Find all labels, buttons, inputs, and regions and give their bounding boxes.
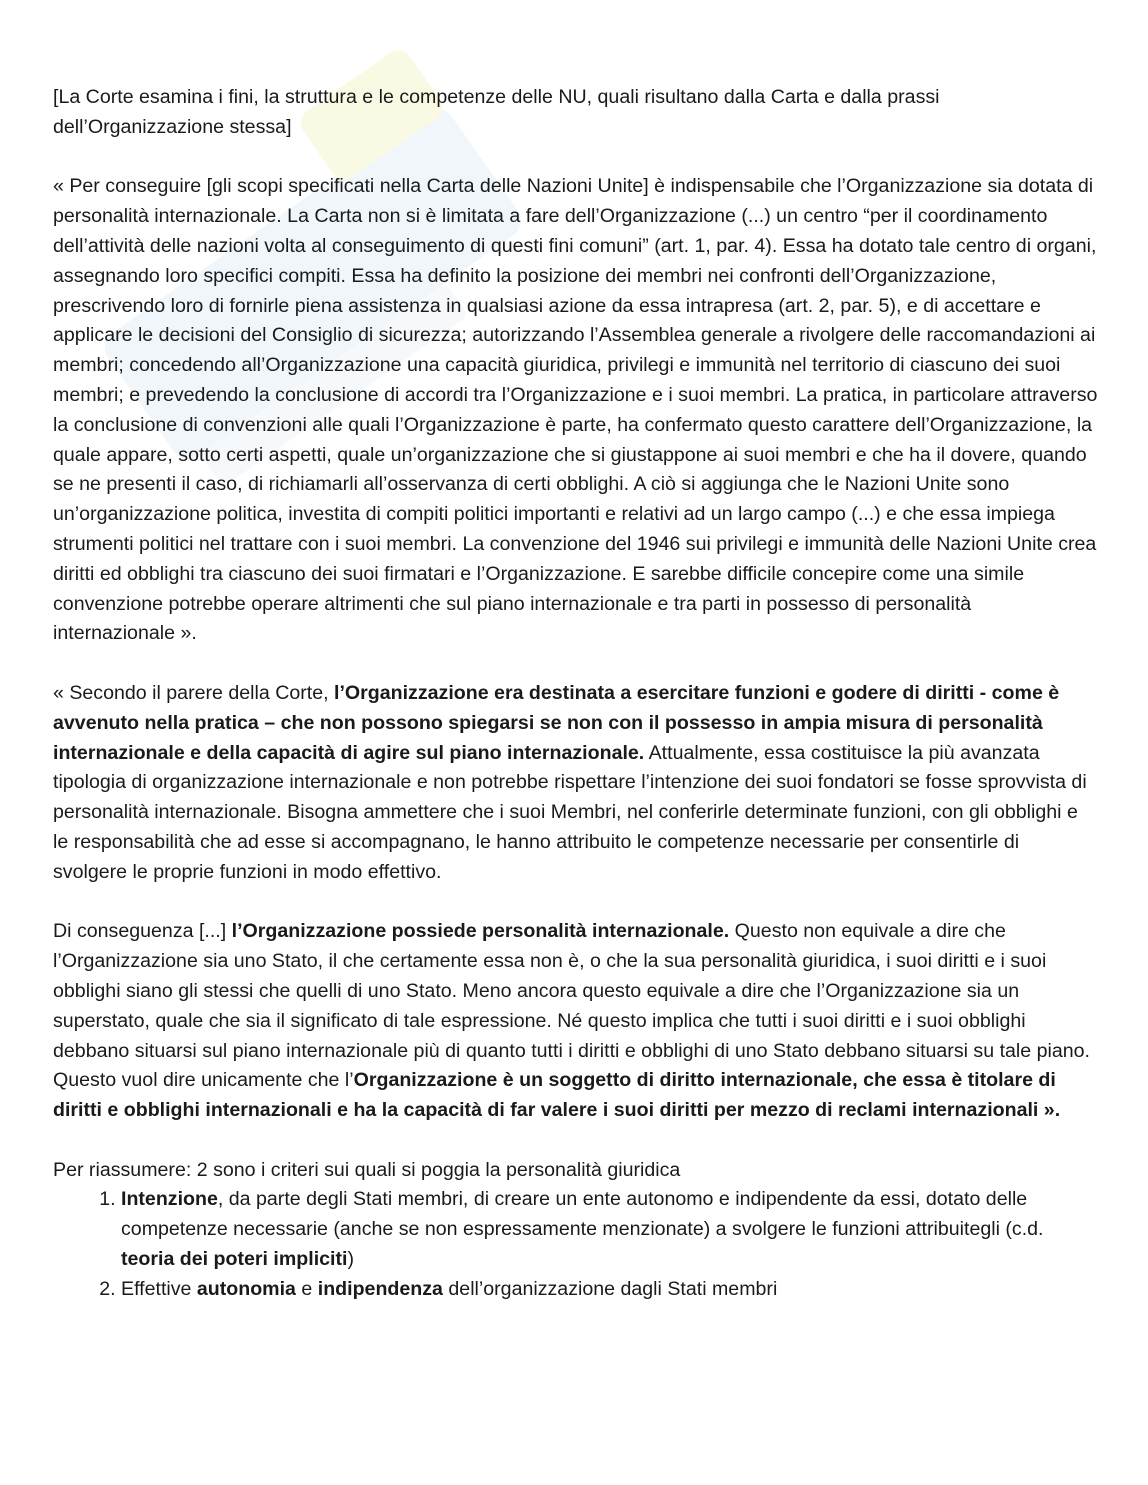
criteria-item [121, 1275, 1098, 1305]
quote3-bold-1: l’Organizzazione possiede personalità internazionale. [231, 920, 730, 943]
criteria-1-bold: Intenzione [121, 1188, 218, 1211]
criteria-1-text: , da parte degli Stati membri, di creare un ente autonomo e indipendente da essi, dotato delle competenze necessarie (anche se non espressamente menzionate) a svolgere le funzioni attribuitegli (c.d. [121, 1188, 1044, 1241]
criteria-list [53, 1185, 1098, 1304]
quote2-bold: l’Organizzazione era destinata a esercitare funzioni e godere di diritti - come è avvenuto nella pratica – che non possono spiegarsi se non con il possesso in ampia misura di personalità internazionale e della capacità di agire sul piano internazionale. [53, 681, 1060, 764]
quote-paragraph-2 [53, 679, 1098, 888]
criteria-2-mid: e [295, 1277, 318, 1300]
criteria-1-bold-2: teoria dei poteri impliciti [121, 1248, 348, 1271]
quote2-lead: « Secondo il parere della Corte, [53, 681, 335, 704]
quote3-bold-2: Organizzazione è un soggetto di diritto internazionale, che essa è titolare di diritti e obblighi internazionali e ha la capacità di far valere i suoi diritti per mezzo di reclami internazionali ». [53, 1069, 1061, 1122]
criteria-2-bold: autonomia [196, 1277, 296, 1300]
quote-paragraph-1: « Per conseguire [gli scopi specificati nella Carta delle Nazioni Unite] è indispensabile che l’Organizzazione sia dotata di personalità internazionale. La Carta non si è limitata a fare dell’Organizzazione (...) un centro “per il coordinamento dell’attività delle nazioni volta al conseguimento di questi fini comuni” (art. 1, par. 4). Essa ha dotato tale centro di organi, assegnando loro specifici compiti. Essa ha definito la posizione dei membri nei confronti dell’Organizzazione, prescrivendo loro di fornirle piena assistenza in qualsiasi azione da essa intrapresa (art. 2, par. 5), e di accettare e applicare le decisioni del Consiglio di sicurezza; autorizzando l’Assemblea generale a rivolgere delle raccomandazioni ai membri; concedendo all’Organizzazione una capacità giuridica, privilegi e immunità nel territorio di ciascuno dei suoi membri; e prevedendo la conclusione di accordi tra l’Organizzazione e i suoi membri. La pratica, in particolare attraverso la conclusione di convenzioni alle quali l’Organizzazione è parte, ha confermato questo carattere dell’Organizzazione, la quale appare, sotto certi aspetti, quale un’organizzazione che si giustappone ai suoi membri e che ha il dovere, quando se ne presenti il caso, di richiamarli all’osservanza di certi obblighi. A ciò si aggiunga che le Nazioni Unite sono un’organizzazione politica, investita di compiti politici importanti e relativi ad un largo campo (...) e che essa impiega strumenti politici nel trattare con i suoi membri. La convenzione del 1946 sui privilegi e immunità delle Nazioni Unite crea diritti ed obblighi tra ciascuno dei suoi firmatari e l’Organizzazione. E sarebbe difficile concepire come una simile convenzione potrebbe operare altrimenti che sul piano internazionale e tra parti in possesso di personalità internazionale ». [53, 175, 1098, 645]
criteria-item [121, 1185, 1098, 1274]
summary-line: Per riassumere: 2 sono i criteri sui quali si poggia la personalità giuridica [53, 1158, 681, 1181]
quote3-mid: Questo non equivale a dire che l’Organizzazione sia uno Stato, il che certamente essa non è, o che la sua personalità giuridica, i suoi diritti e i suoi obblighi siano gli stessi che quelli di uno Stato. Meno ancora questo equivale a dire che l’Organizzazione sia un superstato, quale che sia il significato di tale espressione. Né questo implica che tutti i suoi diritti e i suoi obblighi debbano situarsi sul piano internazionale più di quanto tutti i diritti e obblighi di uno Stato debbano situarsi su tale piano. Questo vuol dire unicamente che l’ [53, 920, 1090, 1092]
quote3-lead: Di conseguenza [...] [53, 920, 232, 943]
quote2-rest: Attualmente, essa costituisce la più avanzata tipologia di organizzazione internazionale e non potrebbe rispettare l’intenzione dei suoi fondatori se fosse sprovvista di personalità internazionale. Bisogna ammettere che i suoi Membri, nel conferirle determinate funzioni, con gli obblighi e le responsabilità che ad esse si accompagnano, le hanno attribuito le competenze necessarie per consentirle di svolgere le proprie funzioni in modo effettivo. [53, 741, 1087, 883]
quote-paragraph-3 [53, 917, 1098, 1126]
intro-paragraph: [La Corte esamina i fini, la struttura e le competenze delle NU, quali risultano dalla Carta e dalla prassi dell’Organizzazione stessa] [53, 86, 940, 138]
criteria-2-tail: dell’organizzazione dagli Stati membri [442, 1277, 778, 1300]
criteria-1-tail: ) [347, 1248, 354, 1271]
criteria-2-prefix: Effettive [121, 1277, 197, 1300]
document-page [53, 83, 1098, 1305]
criteria-2-bold-2: indipendenza [317, 1277, 443, 1300]
